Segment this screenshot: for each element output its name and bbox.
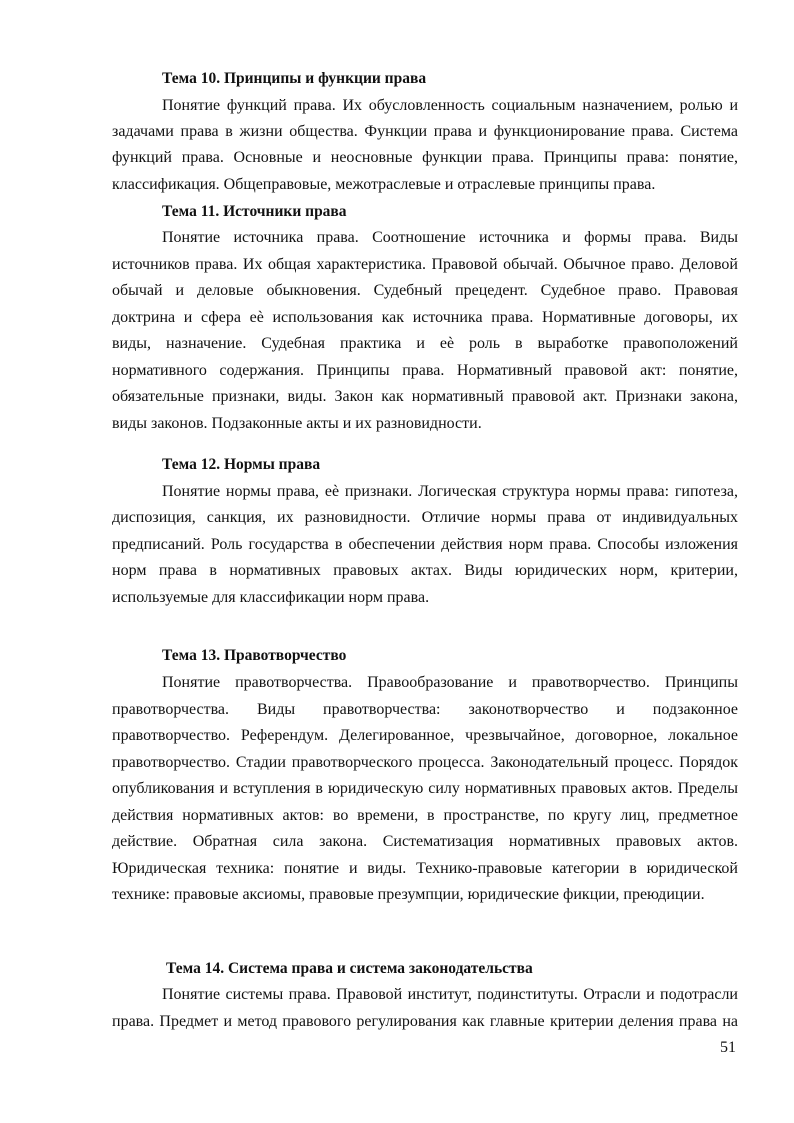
paragraph-line: правотворчество. Референдум. Делегированное, чрезвычайное, договорное, локальное bbox=[112, 727, 738, 744]
paragraph-line: классификация. Общеправовые, межотраслевые и отраслевые принципы права. bbox=[112, 176, 656, 193]
paragraph-line: функций права. Основные и неосновные функции права. Принципы права: понятие, bbox=[112, 149, 738, 166]
section-heading: Тема 10. Принципы и функции права bbox=[162, 70, 427, 87]
paragraph-line: используемые для классификации норм права. bbox=[112, 589, 430, 606]
paragraph-line: обычай и деловые обыкновения. Судебный прецедент. Судебное право. Правовая bbox=[112, 282, 738, 299]
paragraph-line: Юридическая техника: понятие и виды. Технико-правовые категории в юридической bbox=[112, 860, 738, 877]
paragraph-line: опубликования и вступления в юридическую силу нормативных правовых актов. Пределы bbox=[112, 780, 738, 797]
paragraph-line: Понятие нормы права, еѐ признаки. Логическая структура нормы права: гипотеза, bbox=[162, 483, 738, 500]
paragraph-line: предписаний. Роль государства в обеспечении действия норм права. Способы изложения bbox=[112, 536, 738, 553]
paragraph-line: права. Предмет и метод правового регулирования как главные критерии деления права на bbox=[112, 1013, 738, 1030]
paragraph-line: диспозиция, санкция, их разновидности. Отличие нормы права от индивидуальных bbox=[112, 509, 738, 526]
paragraph-line: Понятие источника права. Соотношение источника и формы права. Виды bbox=[162, 229, 738, 246]
paragraph-line: норм права в нормативных правовых актах. Виды юридических норм, критерии, bbox=[112, 562, 738, 579]
paragraph-line: нормативного содержания. Принципы права. Нормативный правовой акт: понятие, bbox=[112, 362, 738, 379]
paragraph-line: источников права. Их общая характеристика. Правовой обычай. Обычное право. Деловой bbox=[112, 256, 738, 273]
paragraph-line: действие. Обратная сила закона. Систематизация нормативных правовых актов. bbox=[112, 833, 738, 850]
paragraph-line: доктрина и сфера еѐ использования как источника права. Нормативные договоры, их bbox=[112, 309, 738, 326]
page-number: 51 bbox=[720, 1039, 736, 1056]
paragraph-line: правотворчество. Стадии правотворческого процесса. Законодательный процесс. Порядок bbox=[112, 754, 738, 771]
paragraph-line: правотворчества. Виды правотворчества: законотворчество и подзаконное bbox=[112, 701, 738, 718]
section-heading: Тема 11. Источники права bbox=[162, 203, 347, 220]
paragraph-line: Понятие функций права. Их обусловленность социальным назначением, ролью и bbox=[162, 97, 738, 114]
section-heading: Тема 13. Правотворчество bbox=[162, 647, 347, 664]
paragraph-line: Понятие системы права. Правовой институт, подинституты. Отрасли и подотрасли bbox=[162, 986, 738, 1003]
paragraph-line: действия нормативных актов: во времени, в пространстве, по кругу лиц, предметное bbox=[112, 807, 738, 824]
section-heading: Тема 14. Система права и система законодательства bbox=[166, 960, 533, 977]
paragraph-line: обязательные признаки, виды. Закон как нормативный правовой акт. Признаки закона, bbox=[112, 388, 738, 405]
paragraph-line: задачами права в жизни общества. Функции права и функционирование права. Система bbox=[112, 123, 738, 140]
paragraph-line: технике: правовые аксиомы, правовые презумпции, юридические фикции, преюдиции. bbox=[112, 886, 705, 903]
paragraph-line: Понятие правотворчества. Правообразование и правотворчество. Принципы bbox=[162, 674, 738, 691]
paragraph-line: виды законов. Подзаконные акты и их разновидности. bbox=[112, 415, 482, 432]
paragraph-line: виды, назначение. Судебная практика и еѐ роль в выработке правоположений bbox=[112, 335, 738, 352]
section-heading: Тема 12. Нормы права bbox=[162, 456, 321, 473]
